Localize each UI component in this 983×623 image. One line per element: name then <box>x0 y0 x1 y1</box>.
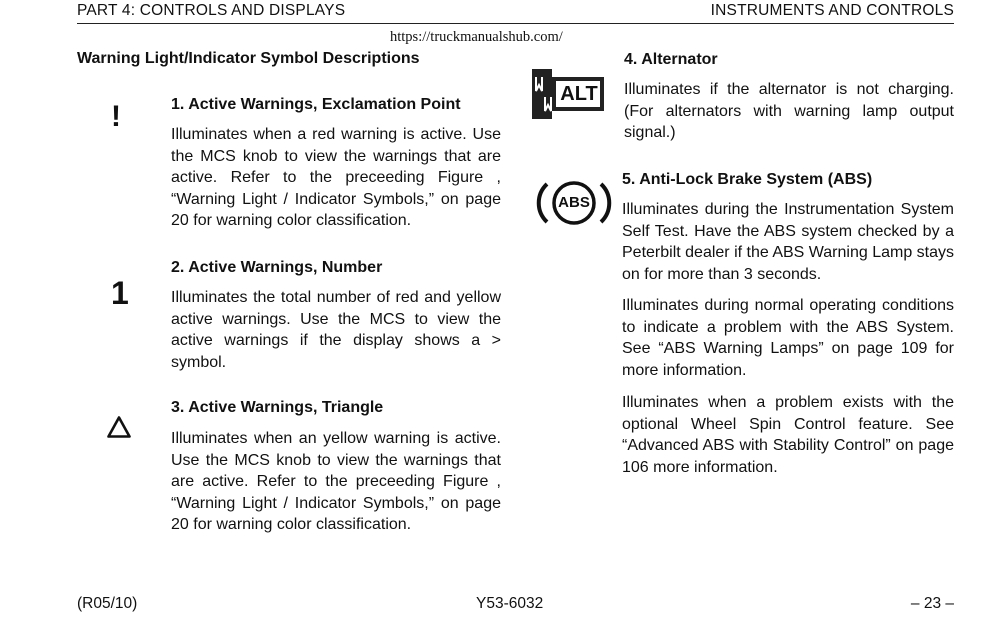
item-body-number: Illuminates the total number of red and yellow active warnings. Use the MCS to view the active warnings if the display shows a > symbol. <box>171 289 501 371</box>
triangle-warning-icon <box>106 415 132 439</box>
item-title-alternator: 4. Alternator <box>624 51 718 68</box>
exclamation-icon: ! <box>111 100 121 133</box>
item-body-abs-3: Illuminates when a problem exists with the optional Wheel Spin Control feature. See “Advanced ABS with Stability Control” on page 106 more information. <box>622 394 954 476</box>
footer-revision: (R05/10) <box>77 595 138 612</box>
item-body-abs-1: Illuminates during the Instrumentation System Self Test. Have the ABS system checked by a Peterbilt dealer if the ABS Warning Lamp stays on for more than 3 seconds. <box>622 201 955 283</box>
header-right-text: INSTRUMENTS AND CONTROLS <box>710 2 954 19</box>
item-title-exclamation: 1. Active Warnings, Exclamation Point <box>171 96 461 113</box>
watermark-url-link[interactable]: https://truckmanualshub.com/ <box>390 29 563 45</box>
header-left-text: PART 4: CONTROLS AND DISPLAYS <box>77 2 346 19</box>
item-body-alternator: Illuminates if the alternator is not charging. (For alternators with warning lamp output signal.) <box>624 81 954 141</box>
item-title-triangle: 3. Active Warnings, Triangle <box>171 399 384 416</box>
number-one-icon: 1 <box>111 275 129 311</box>
alternator-alt-icon <box>532 69 606 119</box>
footer-document-number: Y53-6032 <box>476 595 544 612</box>
abs-icon <box>535 178 613 228</box>
section-title: Warning Light/Indicator Symbol Descriptions <box>77 50 420 67</box>
item-title-number: 2. Active Warnings, Number <box>171 259 383 276</box>
item-body-triangle: Illuminates when an yellow warning is active. Use the MCS knob to view the warnings that are active. Refer to the preceeding Figure , “Warning Light / Indicator Symbols,” on page 20 for warning color classification. <box>171 430 501 533</box>
item-body-abs-2: Illuminates during normal operating conditions to indicate a problem with the ABS System. See “ABS Warning Lamps” on page 109 for more information. <box>622 297 954 379</box>
item-body-exclamation: Illuminates when a red warning is active. Use the MCS knob to view the warnings that are active. Refer to the preceeding Figure , “Warning Light / Indicator Symbols,” on page 20 for warning color classification. <box>171 126 501 229</box>
footer-page-number: – 23 – <box>910 595 954 612</box>
item-title-abs: 5. Anti-Lock Brake System (ABS) <box>622 171 873 188</box>
header-rule <box>77 23 954 24</box>
abs-icon-label: ABS <box>558 194 590 211</box>
alternator-icon-label: ALT <box>560 83 598 105</box>
